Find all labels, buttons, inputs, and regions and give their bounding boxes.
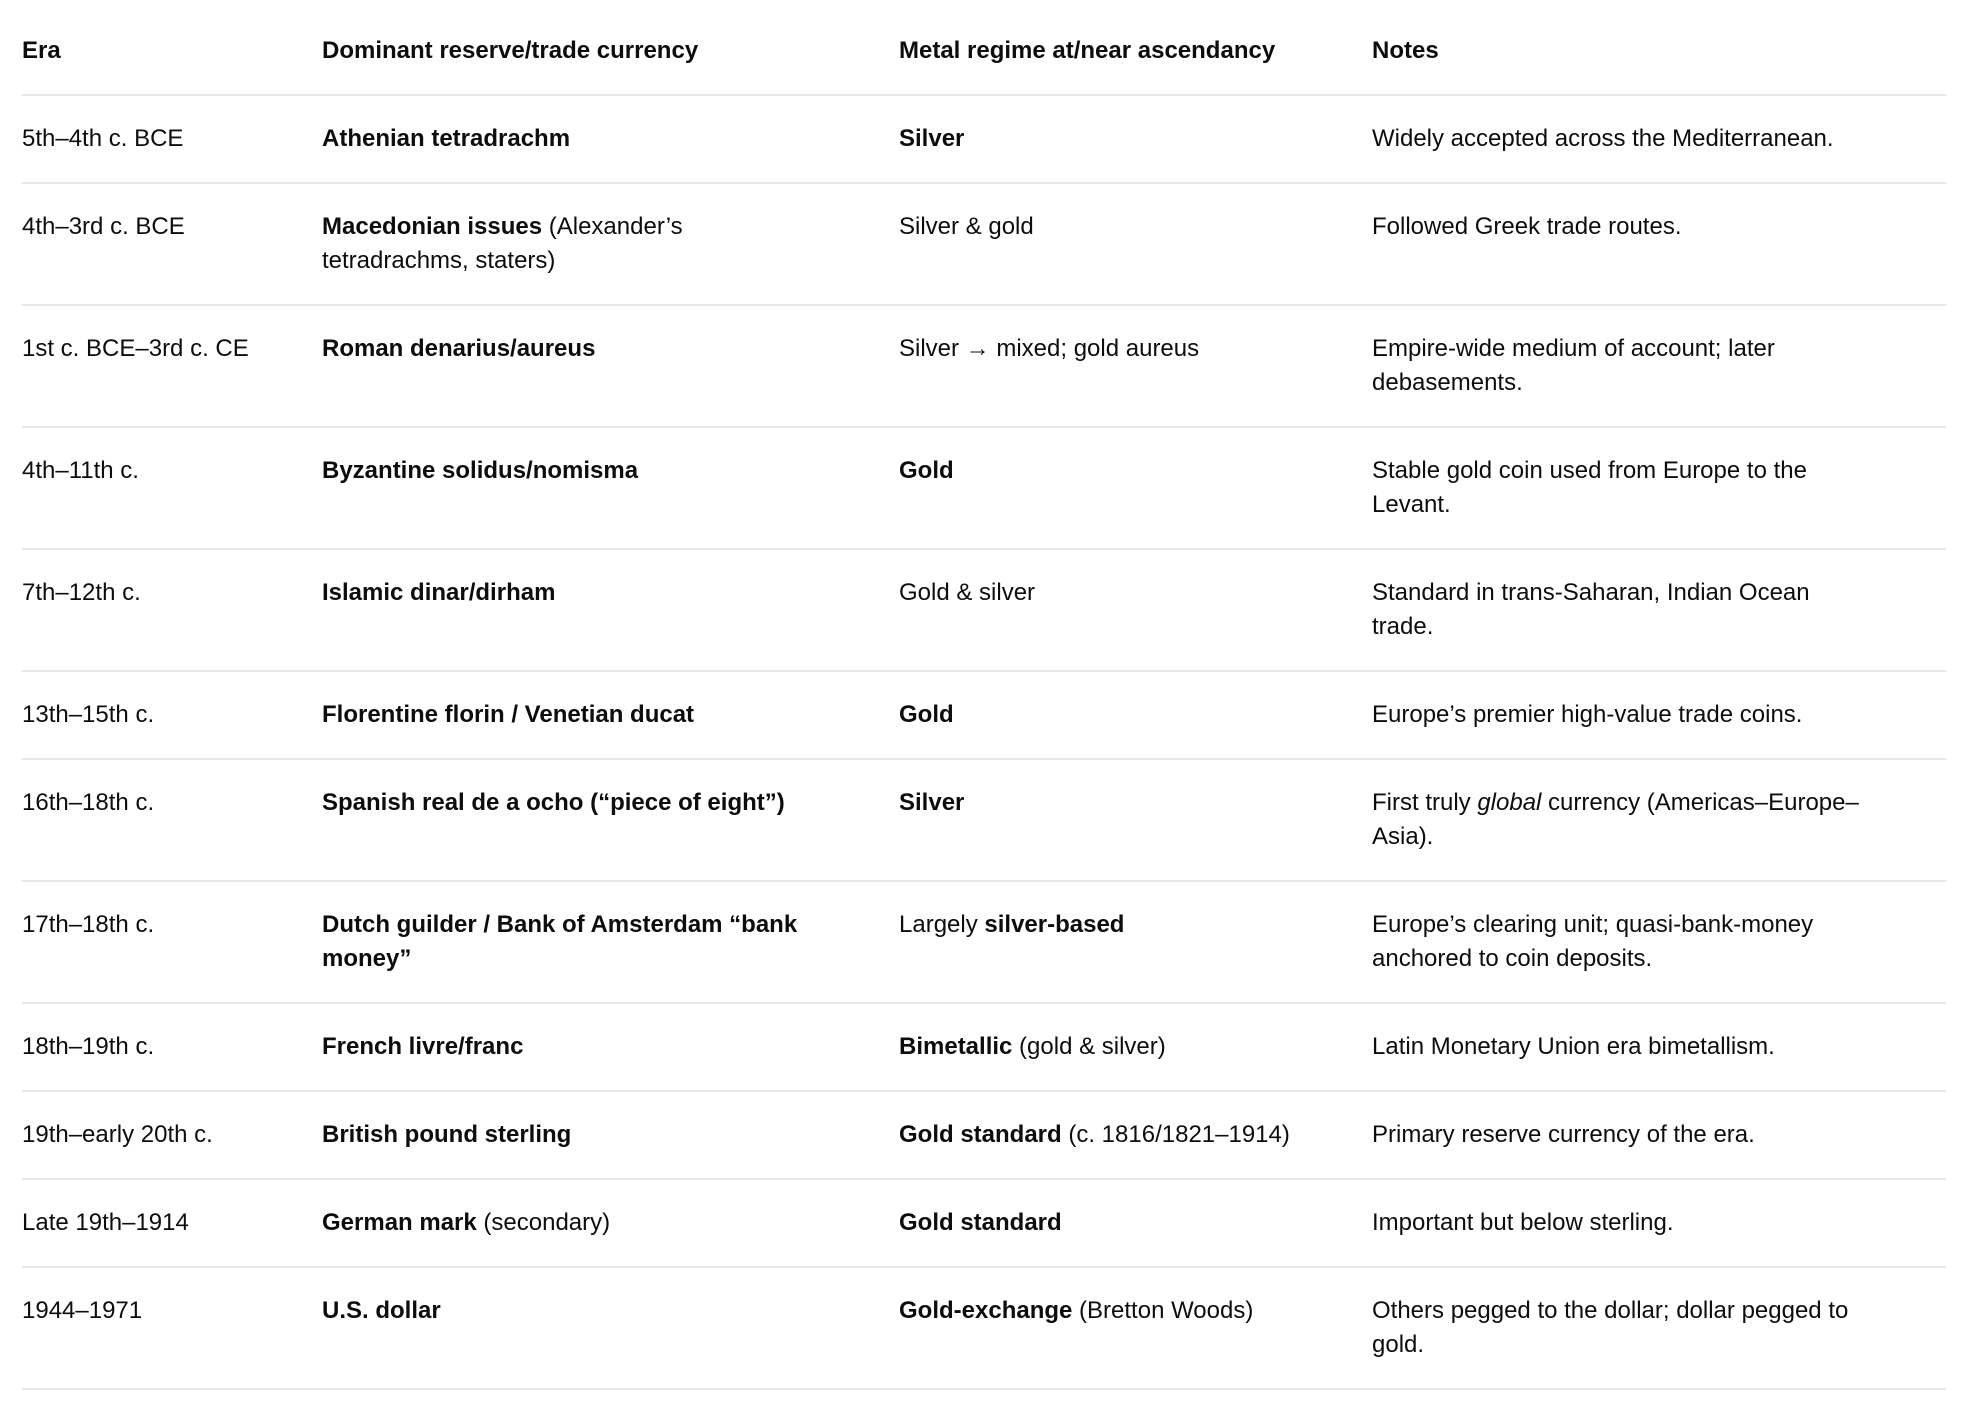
italic-text: global [1477, 789, 1542, 816]
metal-cell [899, 183, 1372, 305]
column-header-currency: Dominant reserve/trade currency [322, 0, 899, 95]
table-row [22, 1179, 1946, 1267]
era-cell [22, 1179, 322, 1267]
bold-text: U.S. dollar [322, 1297, 441, 1324]
plain-text: Gold & silver [899, 579, 1036, 606]
currency-cell [322, 183, 899, 305]
table-row [22, 549, 1946, 671]
plain-text: (Alexander’s tetradrachms, staters) [322, 213, 683, 274]
table-body [22, 95, 1946, 1389]
metal-cell [899, 549, 1372, 671]
currency-cell [322, 95, 899, 183]
currency-cell [322, 549, 899, 671]
metal-cell [899, 881, 1372, 1003]
plain-text: Primary reserve currency of the era. [1372, 1121, 1755, 1148]
plain-text: Empire-wide medium of account; later debasements. [1372, 335, 1775, 396]
metal-cell [899, 95, 1372, 183]
header-row [22, 0, 1946, 95]
metal-cell [899, 671, 1372, 759]
bold-text: Bimetallic [899, 1033, 1013, 1060]
plain-text: Silver → mixed; gold aureus [899, 335, 1200, 362]
currency-cell [322, 1267, 899, 1389]
bold-text: Gold [899, 701, 954, 728]
plain-text: 7th–12th c. [22, 579, 141, 606]
bold-text: British pound sterling [322, 1121, 572, 1148]
era-cell [22, 427, 322, 549]
plain-text: (gold & silver) [1012, 1033, 1166, 1060]
notes-cell [1372, 1003, 1946, 1091]
plain-text: Late 19th–1914 [22, 1209, 189, 1236]
plain-text: (c. 1816/1821–1914) [1061, 1121, 1290, 1148]
plain-text: Widely accepted across the Mediterranean. [1372, 125, 1834, 152]
plain-text: 1944–1971 [22, 1297, 143, 1324]
plain-text: Europe’s premier high-value trade coins. [1372, 701, 1803, 728]
table-row [22, 881, 1946, 1003]
plain-text: 18th–19th c. [22, 1033, 155, 1060]
bold-text: Gold [899, 457, 954, 484]
plain-text: Followed Greek trade routes. [1372, 213, 1682, 240]
bold-text: Silver [899, 789, 965, 816]
plain-text: Largely [899, 911, 985, 938]
currency-cell [322, 759, 899, 881]
table-row [22, 305, 1946, 427]
plain-text: 1st c. BCE–3rd c. CE [22, 335, 249, 362]
era-cell [22, 759, 322, 881]
table-row [22, 759, 1946, 881]
notes-cell [1372, 183, 1946, 305]
notes-cell [1372, 881, 1946, 1003]
bold-text: Byzantine solidus/nomisma [322, 457, 639, 484]
metal-cell [899, 1267, 1372, 1389]
currency-cell [322, 427, 899, 549]
column-header-notes: Notes [1372, 0, 1946, 95]
era-cell [22, 305, 322, 427]
bold-text: Gold standard [899, 1209, 1062, 1236]
currency-cell [322, 671, 899, 759]
era-cell [22, 95, 322, 183]
plain-text: 5th–4th c. BCE [22, 125, 184, 152]
plain-text: Stable gold coin used from Europe to the Levant. [1372, 457, 1807, 518]
table-row [22, 183, 1946, 305]
notes-cell [1372, 759, 1946, 881]
column-header-era: Era [22, 0, 322, 95]
notes-cell [1372, 1267, 1946, 1389]
bold-text: Islamic dinar/dirham [322, 579, 556, 606]
plain-text: Others pegged to the dollar; dollar pegged to gold. [1372, 1297, 1849, 1358]
metal-cell [899, 305, 1372, 427]
plain-text: (Bretton Woods) [1072, 1297, 1254, 1324]
currency-cell [322, 305, 899, 427]
notes-cell [1372, 1179, 1946, 1267]
plain-text: 13th–15th c. [22, 701, 155, 728]
plain-text: Important but below sterling. [1372, 1209, 1674, 1236]
currency-cell [322, 1003, 899, 1091]
bold-text: Gold standard [899, 1121, 1062, 1148]
currency-cell [322, 1091, 899, 1179]
era-cell [22, 1091, 322, 1179]
notes-cell [1372, 305, 1946, 427]
table-row [22, 427, 1946, 549]
metal-cell [899, 1179, 1372, 1267]
bold-text: German mark [322, 1209, 477, 1236]
notes-cell [1372, 427, 1946, 549]
metal-cell [899, 427, 1372, 549]
notes-cell [1372, 549, 1946, 671]
bold-text: Spanish real de a ocho (“piece of eight”) [322, 789, 785, 816]
bold-text: Florentine florin / Venetian ducat [322, 701, 695, 728]
bold-text: Dutch guilder / Bank of Amsterdam “bank money” [322, 911, 798, 972]
bold-text: French livre/franc [322, 1033, 524, 1060]
plain-text: First truly [1372, 789, 1478, 816]
metal-cell [899, 1091, 1372, 1179]
plain-text: 19th–early 20th c. [22, 1121, 213, 1148]
bold-text: Silver [899, 125, 965, 152]
table-row [22, 1267, 1946, 1389]
table-row [22, 1003, 1946, 1091]
plain-text: 17th–18th c. [22, 911, 155, 938]
notes-cell [1372, 671, 1946, 759]
era-cell [22, 671, 322, 759]
table-row [22, 95, 1946, 183]
plain-text: Silver & gold [899, 213, 1034, 240]
currency-cell [322, 1179, 899, 1267]
table-header [22, 0, 1946, 95]
bold-text: Athenian tetradrachm [322, 125, 571, 152]
plain-text: Standard in trans-Saharan, Indian Ocean trade. [1372, 579, 1810, 640]
bold-text: Macedonian issues [322, 213, 543, 240]
plain-text: currency (Americas–Europe–Asia). [1372, 789, 1859, 850]
currency-history-table [22, 0, 1946, 1390]
currency-cell [322, 881, 899, 1003]
plain-text: (secondary) [476, 1209, 611, 1236]
era-cell [22, 1003, 322, 1091]
table-row [22, 1091, 1946, 1179]
notes-cell [1372, 95, 1946, 183]
bold-text: Roman denarius/aureus [322, 335, 596, 362]
plain-text: 16th–18th c. [22, 789, 155, 816]
metal-cell [899, 1003, 1372, 1091]
column-header-metal-regime: Metal regime at/near ascendancy [899, 0, 1372, 95]
era-cell [22, 881, 322, 1003]
era-cell [22, 183, 322, 305]
era-cell [22, 1267, 322, 1389]
bold-text: silver-based [984, 911, 1125, 938]
metal-cell [899, 759, 1372, 881]
plain-text: Latin Monetary Union era bimetallism. [1372, 1033, 1775, 1060]
bold-text: Gold-exchange [899, 1297, 1073, 1324]
table-row [22, 671, 1946, 759]
notes-cell [1372, 1091, 1946, 1179]
plain-text: 4th–3rd c. BCE [22, 213, 185, 240]
plain-text: 4th–11th c. [22, 457, 139, 484]
era-cell [22, 549, 322, 671]
plain-text: Europe’s clearing unit; quasi-bank-money anchored to coin deposits. [1372, 911, 1814, 972]
